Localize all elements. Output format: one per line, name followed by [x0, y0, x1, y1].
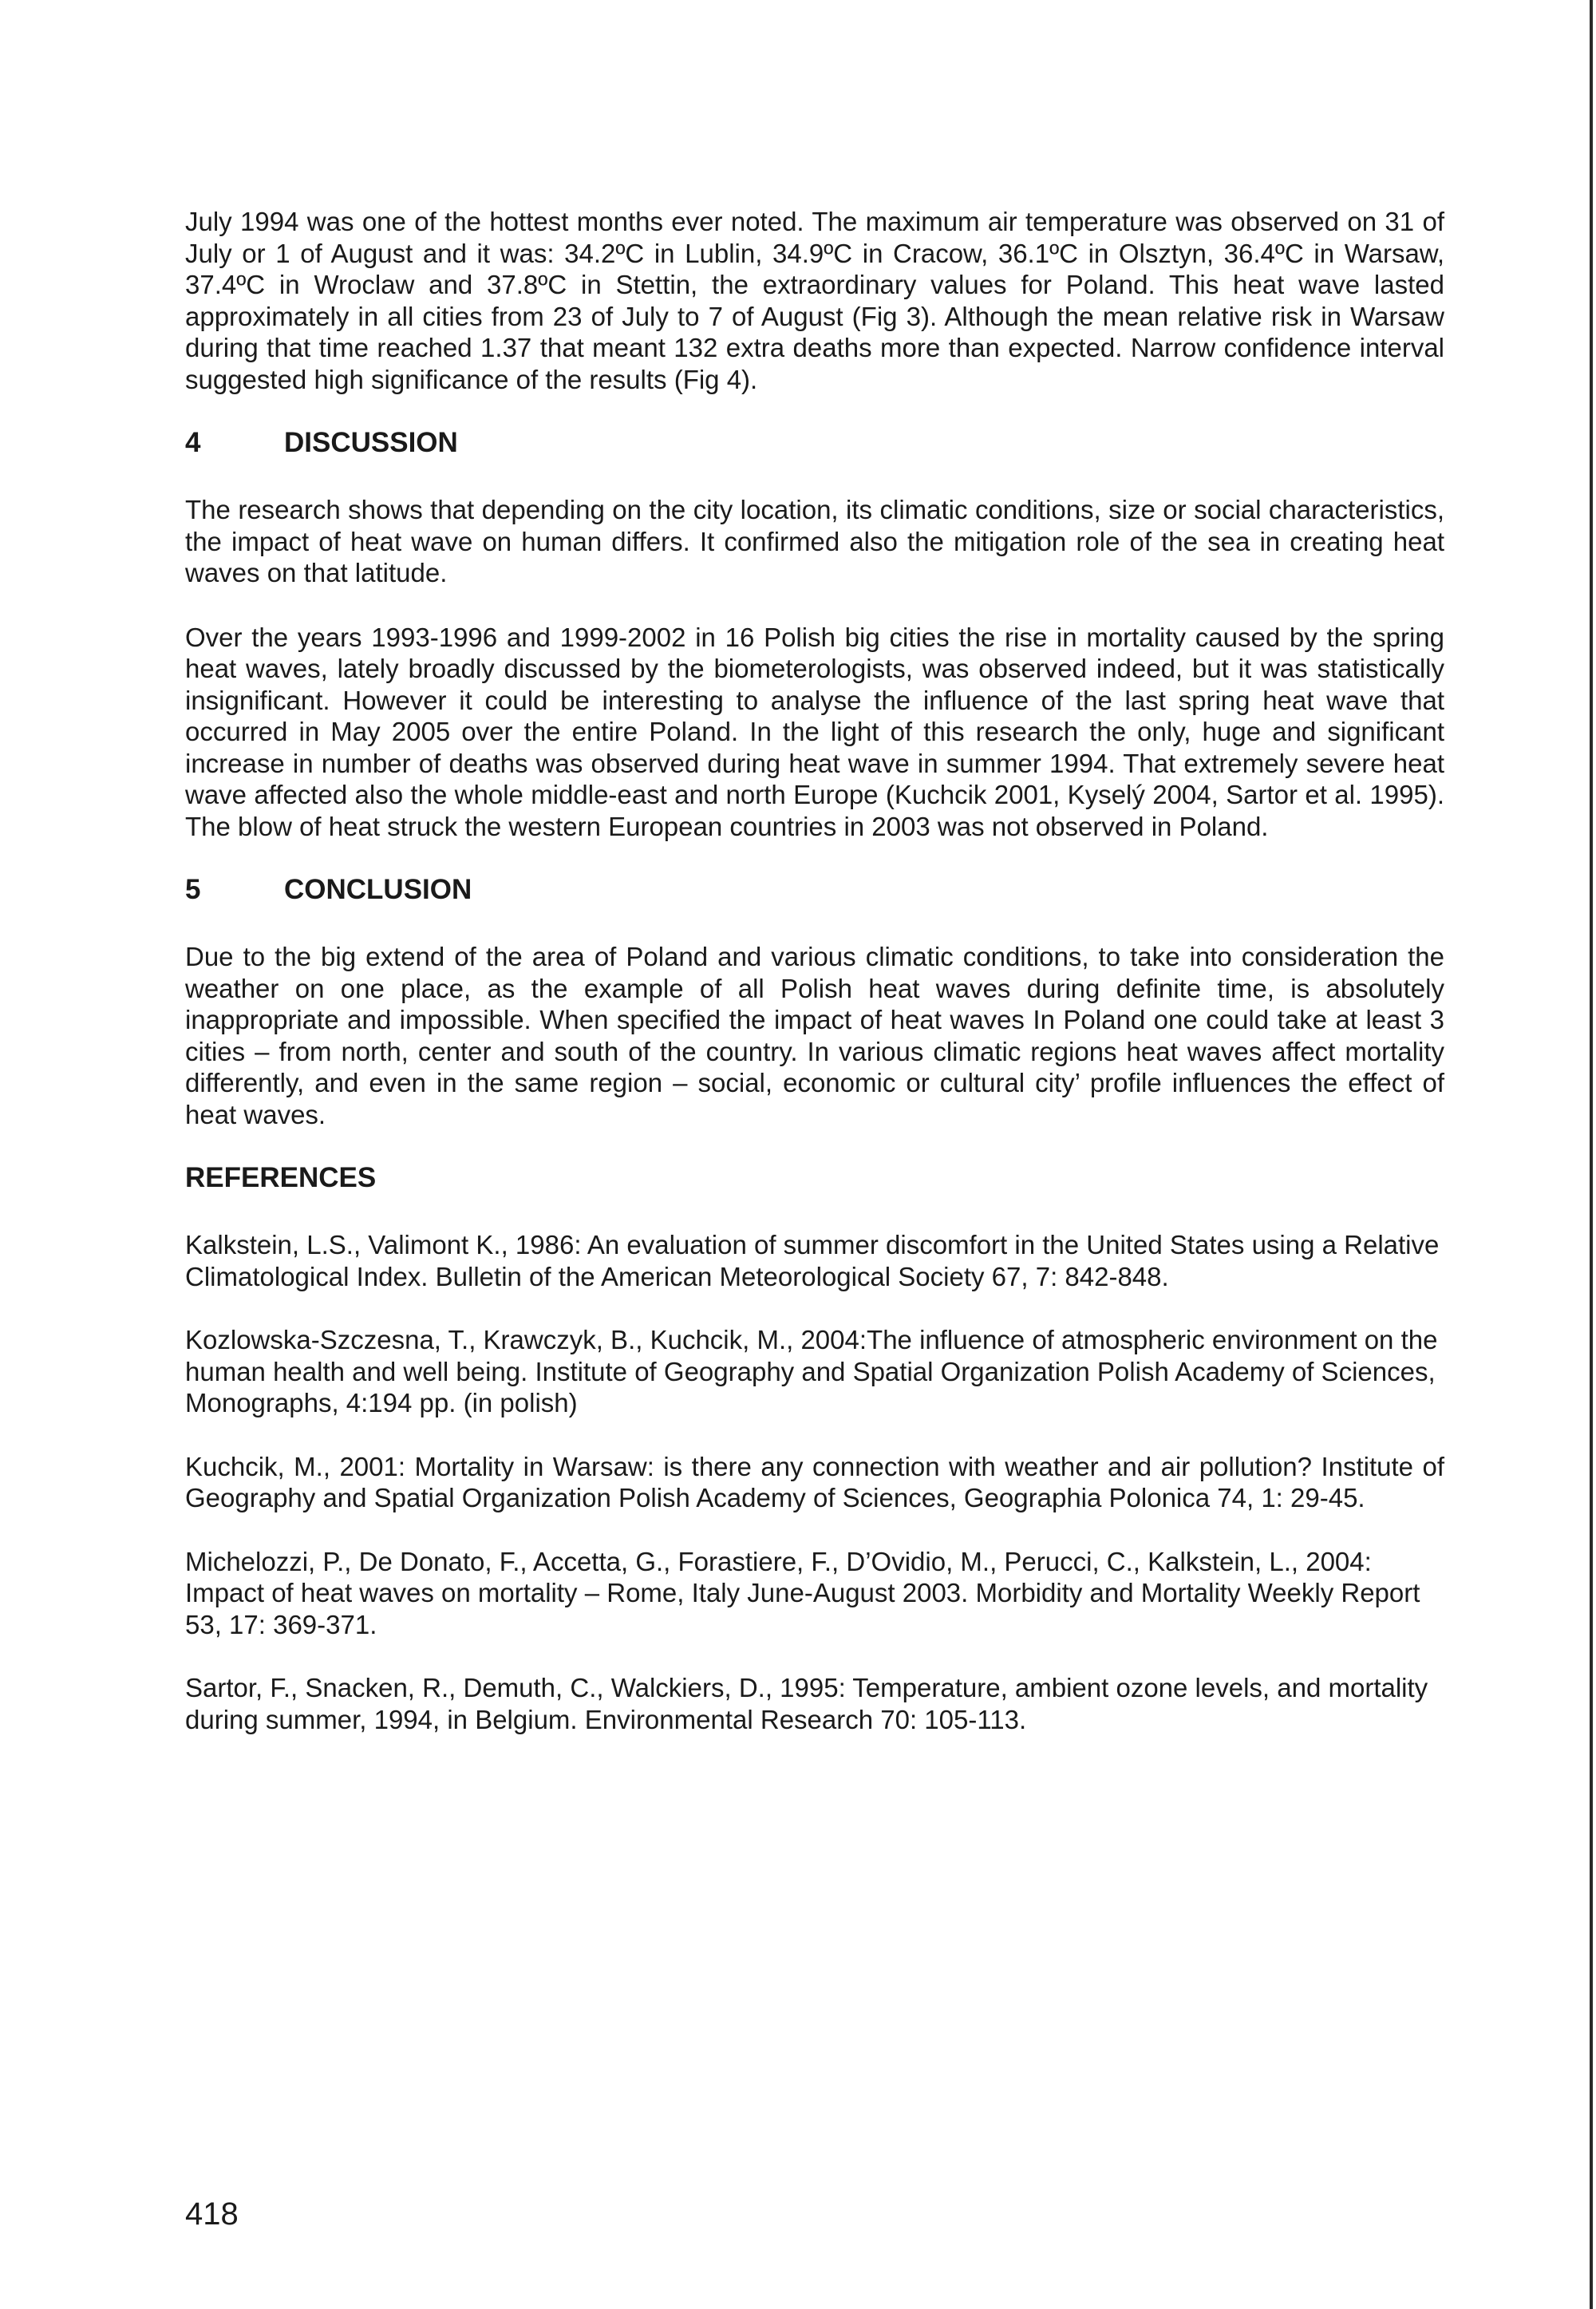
conclusion-paragraph: Due to the big extend of the area of Poland and various climatic conditions, to take into consideration the weather on one place, as the example of all Polish heat waves during definite time, is absolutely inappropriate and impossible. When specified the impact of heat waves In Poland one could take at least 3 cities – from north, center and south of the country. In various climatic regions heat waves affect mortality differently, and even in the same region – social, economic or cultural city’ profile influences the effect of heat waves.	[185, 942, 1444, 1129]
discussion-section-title: DISCUSSION	[284, 427, 458, 458]
reference-list	[185, 1229, 1444, 1735]
conclusion-heading	[185, 874, 1444, 906]
reference-item: Sartor, F., Snacken, R., Demuth, C., Walckiers, D., 1995: Temperature, ambient ozone levels, and mortality during summer, 1994, in Belgium. Environmental Research 70: 105-113.	[185, 1673, 1428, 1734]
reference-item: Kuchcik, M., 2001: Mortality in Warsaw: is there any connection with weather and air pollution? Institute of Geography and Spatial Organization Polish Academy of Sciences, Geographia Polonica 74, 1: 29-45.	[185, 1451, 1444, 1512]
intro-paragraph: July 1994 was one of the hottest months ever noted. The maximum air temperature was observed on 31 of July or 1 of August and it was: 34.2ºC in Lublin, 34.9ºC in Cracow, 36.1ºC in Olsztyn, 36.4ºC in Warsaw, 37.4ºC in Wroclaw and 37.8ºC in Stettin, the extraordinary values for Poland. This heat wave lasted approximately in all cities from 23 of July to 7 of August (Fig 3). Although the mean relative risk in Warsaw during that time reached 1.37 that meant 132 extra deaths more than expected. Narrow confidence interval suggested high significance of the results (Fig 4).	[185, 207, 1444, 394]
discussion-heading	[185, 427, 1444, 459]
reference-item: Michelozzi, P., De Donato, F., Accetta, G., Forastiere, F., D’Ovidio, M., Perucci, C., Kalkstein, L., 2004: Impact of heat waves on mortality – Rome, Italy June-August 2003. Morbidity and Mortality Weekly Report 53, 17: 369-371.	[185, 1546, 1420, 1639]
page-edge-line	[1590, 0, 1593, 2309]
discussion-paragraph-1: The research shows that depending on the city location, its climatic conditions, size or social characteristics, the impact of heat wave on human differs. It confirmed also the mitigation role of the sea in creating heat waves on that latitude.	[185, 495, 1444, 587]
page-content	[185, 206, 1444, 1767]
discussion-section-number: 4	[185, 427, 201, 458]
discussion-paragraph-2: Over the years 1993-1996 and 1999-2002 in 16 Polish big cities the rise in mortality caused by the spring heat waves, lately broadly discussed by the biometerologists, was observed indeed, but it was statistically insignificant. However it could be interesting to analyse the influence of the last spring heat wave that occurred in May 2005 over the entire Poland. In the light of this research the only, huge and significant increase in number of deaths was observed during heat wave in summer 1994. That extremely severe heat wave affected also the whole middle-east and north Europe (Kuchcik 2001, Kyselý 2004, Sartor et al. 1995). The blow of heat struck the western European countries in 2003 was not observed in Poland.	[185, 622, 1444, 841]
reference-item: Kalkstein, L.S., Valimont K., 1986: An evaluation of summer discomfort in the United States using a Relative Climatological Index. Bulletin of the American Meteorological Society 67, 7: 842-848.	[185, 1230, 1440, 1291]
conclusion-section-number: 5	[185, 874, 201, 905]
reference-item: Kozlowska-Szczesna, T., Krawczyk, B., Kuchcik, M., 2004:The influence of atmospheric environment on the human health and well being. Institute of Geography and Spatial Organization Polish Academy of Sciences, Monographs, 4:194 pp. (in polish)	[185, 1325, 1438, 1417]
page-number: 418	[185, 2196, 239, 2232]
references-heading: REFERENCES	[185, 1162, 377, 1193]
conclusion-section-title: CONCLUSION	[284, 874, 472, 905]
